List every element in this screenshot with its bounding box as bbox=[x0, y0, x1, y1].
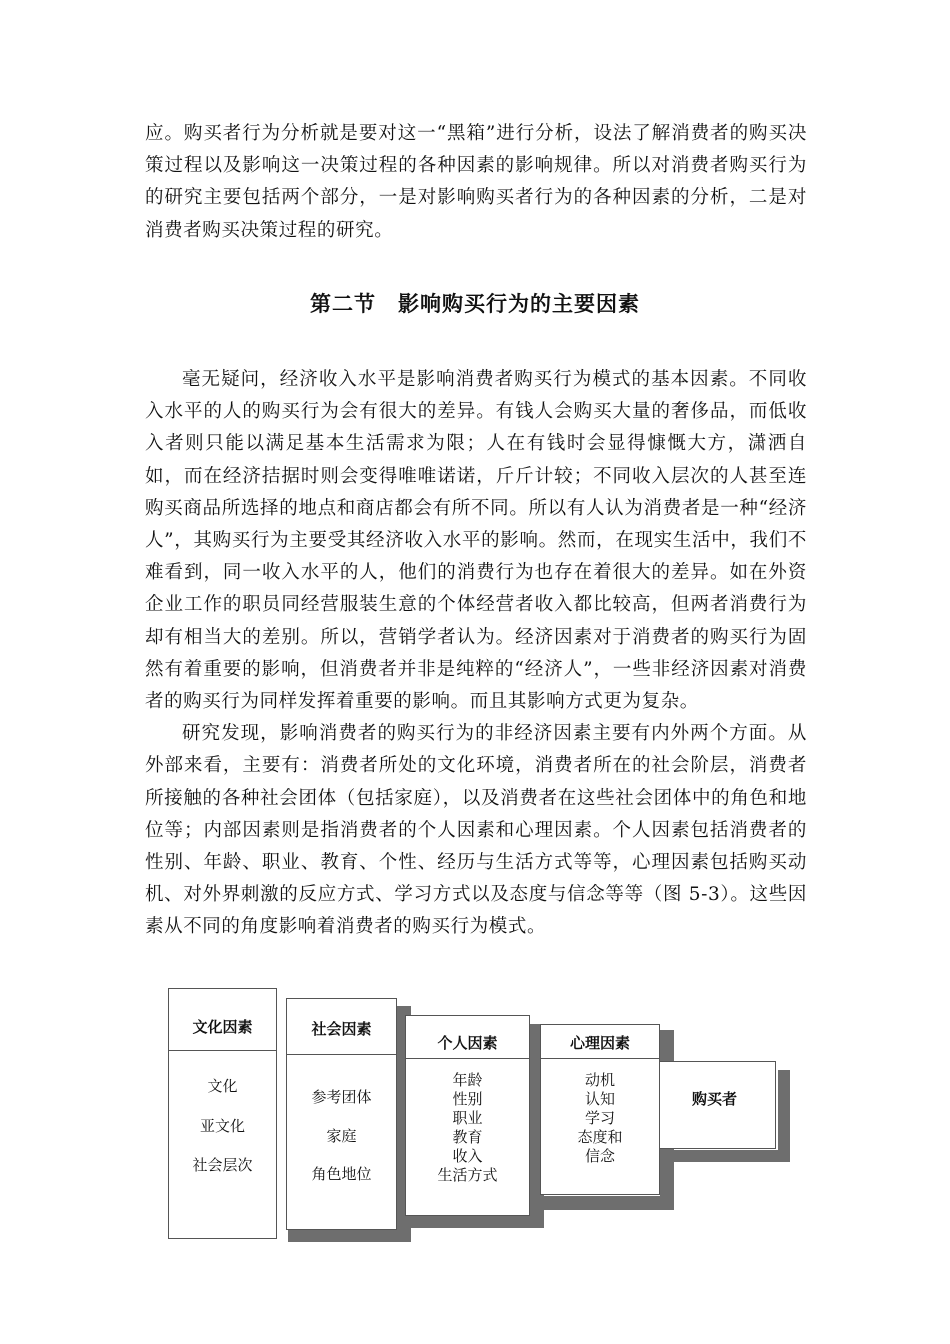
social-factors-divider bbox=[287, 1054, 396, 1055]
psychological-item: 动机 bbox=[584, 1071, 615, 1089]
personal-item: 年龄 bbox=[452, 1071, 483, 1089]
cultural-item: 文化 bbox=[207, 1077, 238, 1095]
personal-item: 性别 bbox=[452, 1090, 483, 1108]
body-text bbox=[145, 364, 807, 944]
intro-paragraph bbox=[145, 118, 807, 247]
personal-item: 教育 bbox=[452, 1128, 483, 1146]
cultural-factors-box bbox=[168, 988, 277, 1239]
psychological-item: 学习 bbox=[584, 1109, 615, 1127]
psychological-item: 态度和 bbox=[577, 1128, 623, 1146]
psychological-item: 信念 bbox=[584, 1147, 615, 1165]
cultural-factors-title: 文化因素 bbox=[192, 1018, 253, 1036]
psychological-factors-title: 心理因素 bbox=[569, 1034, 630, 1052]
buyer-box-shadow-bottom bbox=[666, 1150, 790, 1162]
cultural-item: 亚文化 bbox=[199, 1117, 245, 1135]
social-item: 角色地位 bbox=[311, 1165, 372, 1183]
social-item: 家庭 bbox=[326, 1127, 357, 1145]
social-item: 参考团体 bbox=[311, 1088, 372, 1106]
psychological-factors-divider bbox=[541, 1058, 659, 1059]
personal-factors-box bbox=[405, 1015, 530, 1216]
buyer-title: 购买者 bbox=[691, 1090, 737, 1108]
personal-box-shadow-bottom bbox=[410, 1216, 544, 1228]
paragraph-non-economic: 研究发现，影响消费者的购买行为的非经济因素主要有内外两个方面。从外部来看，主要有：消费者所处的文化环境，消费者所在的社会阶层，消费者所接触的各种社会团体（包括家庭），以及消费者在这些社会团体中的角色和地位等；内部因素则是指消费者的个人因素和心理因素。个人因素包括消费者的性别、年龄、职业、教育、个性、经历与生活方式等等，心理因素包括购买动机、对外界刺激的反应方式、学习方式以及态度与信念等等（图 5-3）。这些因素从不同的角度影响着消费者的购买行为模式。 bbox=[145, 723, 807, 938]
social-box-shadow-bottom bbox=[288, 1230, 411, 1242]
section-heading: 第二节 影响购买行为的主要因素 bbox=[310, 292, 640, 316]
social-factors-box bbox=[286, 998, 397, 1230]
personal-item: 收入 bbox=[452, 1147, 483, 1165]
intro-text: 应。购买者行为分析就是要对这一“黑箱”进行分析，设法了解消费者的购买决策过程以及影响这一决策过程的各种因素的影响规律。所以对消费者购买行为的研究主要包括两个部分，一是对影响购买者行为的各种因素的分析，二是对消费者购买决策过程的研究。 bbox=[145, 123, 807, 241]
paragraph-economic: 毫无疑问，经济收入水平是影响消费者购买行为模式的基本因素。不同收入水平的人的购买行为会有很大的差异。有钱人会购买大量的奢侈品，而低收入者则只能以满足基本生活需求为限；人在有钱时会显得慷慨大方，潇洒自如，而在经济拮据时则会变得唯唯诺诺，斤斤计较；不同收入层次的人甚至连购买商品所选择的地点和商店都会有所不同。所以有人认为消费者是一种“经济人”，其购买行为主要受其经济收入水平的影响。然而，在现实生活中，我们不难看到，同一收入水平的人，他们的消费行为也存在着很大的差异。如在外资企业工作的职员同经营服装生意的个体经营者收入都比较高，但两者消费行为却有相当大的差别。所以，营销学者认为。经济因素对于消费者的购买行为固然有着重要的影响，但消费者并非是纯粹的“经济人”，一些非经济因素对消费者的购买行为同样发挥着重要的影响。而且其影响方式更为复杂。 bbox=[145, 369, 807, 713]
psychological-factors-box bbox=[540, 1024, 660, 1195]
personal-item: 职业 bbox=[452, 1109, 483, 1127]
psychological-box-shadow-bottom bbox=[542, 1196, 674, 1210]
psychological-item: 认知 bbox=[584, 1090, 615, 1108]
personal-factors-divider bbox=[406, 1058, 529, 1059]
personal-item: 生活方式 bbox=[437, 1166, 498, 1184]
social-factors-title: 社会因素 bbox=[311, 1020, 372, 1038]
cultural-factors-divider bbox=[169, 1050, 276, 1051]
personal-factors-title: 个人因素 bbox=[437, 1034, 498, 1052]
cultural-item: 社会层次 bbox=[192, 1156, 253, 1174]
buyer-box-shadow bbox=[778, 1070, 790, 1150]
buyer-box bbox=[653, 1061, 776, 1149]
